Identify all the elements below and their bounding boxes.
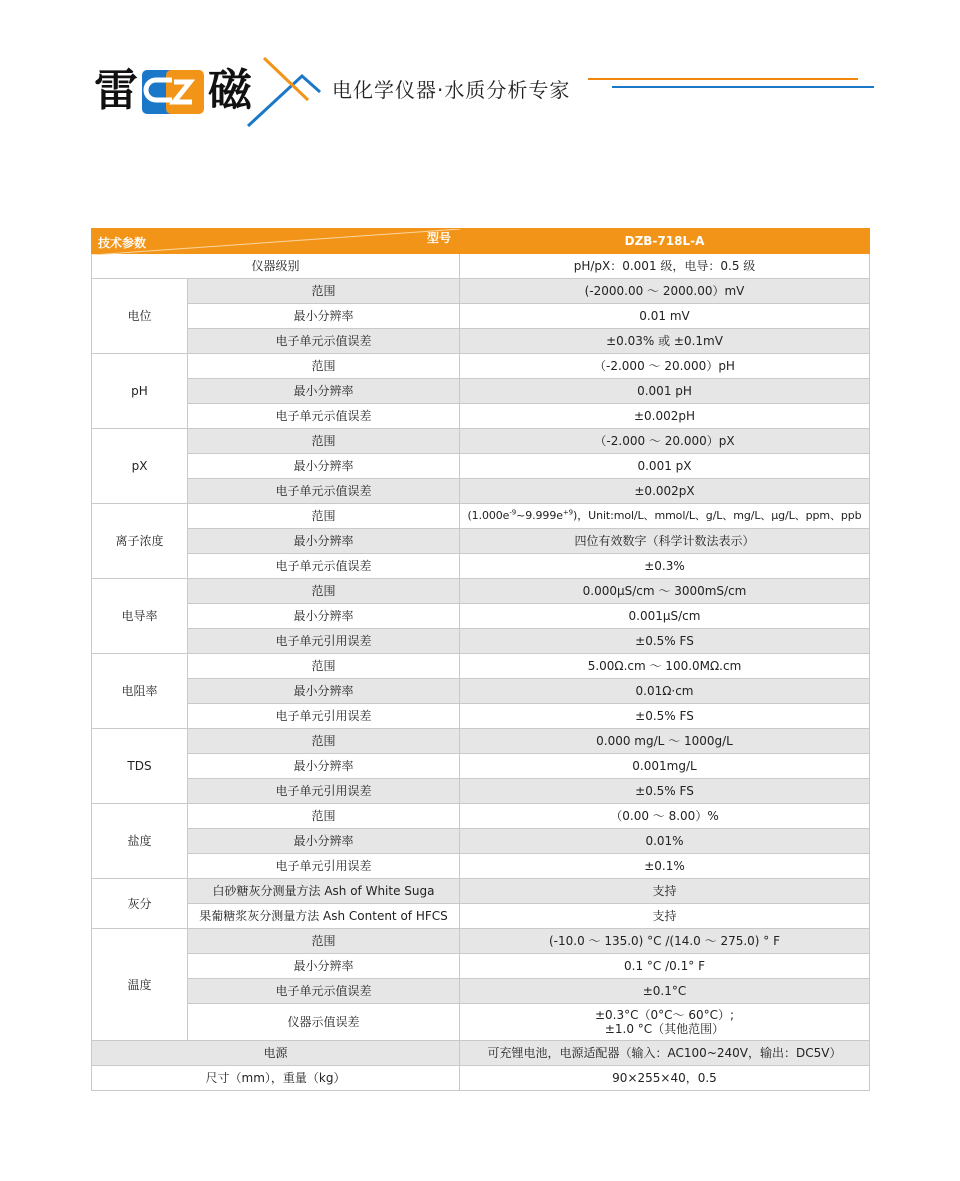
row-label: 范围 [188,279,460,304]
row-label: 电子单元引用误差 [188,854,460,879]
row-label: 白砂糖灰分测量方法 Ash of White Suga [188,879,460,904]
category-cell: TDS [92,729,188,804]
table-row [92,454,870,479]
row-label: 仪器级别 [92,254,460,279]
row-value: ±0.002pX [460,479,870,504]
ion-range-exp-a: -9 [509,508,517,517]
ion-range-part-c: )，Unit:mol/L、mmol/L、g/L、mg/L、μg/L、ppm、ppb [573,509,862,522]
row-value: 支持 [460,879,870,904]
row-value: ±0.03% 或 ±0.1mV [460,329,870,354]
row-label: 最小分辨率 [188,679,460,704]
row-label: 电子单元引用误差 [188,629,460,654]
row-value: ±0.3% [460,554,870,579]
category-cell: 盐度 [92,804,188,879]
row-label: 电子单元引用误差 [188,704,460,729]
row-label: 范围 [188,929,460,954]
row-label: 范围 [188,579,460,604]
row-label: 最小分辨率 [188,829,460,854]
row-value: 0.000μS/cm ～ 3000mS/cm [460,579,870,604]
category-cell: pH [92,354,188,429]
category-cell: 温度 [92,929,188,1041]
row-label: 果葡糖浆灰分测量方法 Ash Content of HFCS [188,904,460,929]
ion-range-part-b: ~9.999e [516,509,563,522]
row-label: 最小分辨率 [188,379,460,404]
decor-line-orange [588,78,858,80]
row-label: 电子单元示值误差 [188,554,460,579]
table-row [92,1004,870,1041]
page-header [0,0,960,140]
table-row [92,1041,870,1066]
table-row [92,629,870,654]
table-row [92,329,870,354]
row-value: ±0.1°C [460,979,870,1004]
row-label: 最小分辨率 [188,304,460,329]
header-model-value: DZB-718L-A [460,229,870,254]
row-value: 0.1 °C /0.1° F [460,954,870,979]
ion-range-part-a: (1.000e [467,509,510,522]
row-value: ±0.5% FS [460,629,870,654]
table-row [92,379,870,404]
row-value [460,1004,870,1041]
row-label: 范围 [188,654,460,679]
row-label: 最小分辨率 [188,454,460,479]
category-cell: 电阻率 [92,654,188,729]
table-row [92,654,870,679]
row-label: 范围 [188,504,460,529]
table-row [92,479,870,504]
header-params-label: 技术参数 [98,236,147,250]
row-value: （-2.000 ～ 20.000）pX [460,429,870,454]
row-label: 范围 [188,804,460,829]
table-row [92,854,870,879]
spec-table [91,228,870,1091]
category-cell: 电导率 [92,579,188,654]
table-row [92,904,870,929]
row-value: 0.01Ω·cm [460,679,870,704]
row-value: （0.00 ～ 8.00）% [460,804,870,829]
brand-char-right: 磁 [208,65,252,116]
table-row [92,879,870,904]
table-row [92,604,870,629]
row-value: ±0.002pH [460,404,870,429]
row-label: 最小分辨率 [188,754,460,779]
row-label: 范围 [188,729,460,754]
row-value: 90×255×40，0.5 [460,1066,870,1091]
table-row [92,304,870,329]
brand-logo-icon [142,66,204,118]
row-value: 可充锂电池，电源适配器（输入：AC100~240V，输出：DC5V） [460,1041,870,1066]
category-cell: 灰分 [92,879,188,929]
table-row [92,579,870,604]
row-value: (-10.0 ～ 135.0) °C /(14.0 ～ 275.0) ° F [460,929,870,954]
table-row [92,254,870,279]
row-label: 电子单元示值误差 [188,404,460,429]
ion-range-exp-b: +9 [562,508,574,517]
row-value: 支持 [460,904,870,929]
category-cell: pX [92,429,188,504]
table-row [92,1066,870,1091]
table-row [92,779,870,804]
category-cell: 离子浓度 [92,504,188,579]
table-row [92,729,870,754]
table-row [92,929,870,954]
table-header-row [92,229,870,254]
row-value: ±0.1% [460,854,870,879]
row-value: 0.001 pX [460,454,870,479]
table-row [92,954,870,979]
row-label: 仪器示值误差 [188,1004,460,1041]
table-row [92,554,870,579]
row-value: 5.00Ω.cm ～ 100.0MΩ.cm [460,654,870,679]
row-label: 电子单元示值误差 [188,329,460,354]
row-label: 电源 [92,1041,460,1066]
row-value: 0.01 mV [460,304,870,329]
row-value: 0.001 pH [460,379,870,404]
decor-line-blue [612,86,874,88]
row-value: 0.001μS/cm [460,604,870,629]
row-label: 最小分辨率 [188,954,460,979]
row-value: pH/pX：0.001 级，电导：0.5 级 [460,254,870,279]
row-value: 四位有效数字（科学计数法表示） [460,529,870,554]
row-value: 0.000 mg/L ～ 1000g/L [460,729,870,754]
brand-char-left: 雷 [94,65,138,116]
table-row [92,529,870,554]
table-row [92,804,870,829]
table-row [92,429,870,454]
row-value: 0.001mg/L [460,754,870,779]
row-label: 范围 [188,354,460,379]
table-row [92,504,870,529]
table-row [92,704,870,729]
header-model-label: 型号 [426,231,451,245]
table-row [92,829,870,854]
row-label: 范围 [188,429,460,454]
table-row [92,354,870,379]
table-row [92,754,870,779]
row-label: 最小分辨率 [188,604,460,629]
row-label: 电子单元引用误差 [188,779,460,804]
row-value-line: ±0.3°C（0°C～ 60°C）; [594,1008,735,1022]
header-diagonal-line [92,229,460,255]
header-corner-cell [92,229,460,254]
row-value: ±0.5% FS [460,779,870,804]
row-value: （-2.000 ～ 20.000）pH [460,354,870,379]
table-row [92,679,870,704]
row-value: ±0.5% FS [460,704,870,729]
category-cell: 电位 [92,279,188,354]
slogan: 电化学仪器·水质分析专家 [332,78,571,102]
row-label: 电子单元示值误差 [188,479,460,504]
brand-x-icon [244,56,324,128]
row-value: 0.01% [460,829,870,854]
row-label: 尺寸（mm），重量（kg） [92,1066,460,1091]
table-row [92,979,870,1004]
row-label: 最小分辨率 [188,529,460,554]
row-label: 电子单元示值误差 [188,979,460,1004]
row-value-line: ±1.0 °C（其他范围） [604,1022,725,1036]
table-row [92,404,870,429]
row-value [460,504,870,529]
table-row [92,279,870,304]
row-value: (-2000.00 ～ 2000.00）mV [460,279,870,304]
